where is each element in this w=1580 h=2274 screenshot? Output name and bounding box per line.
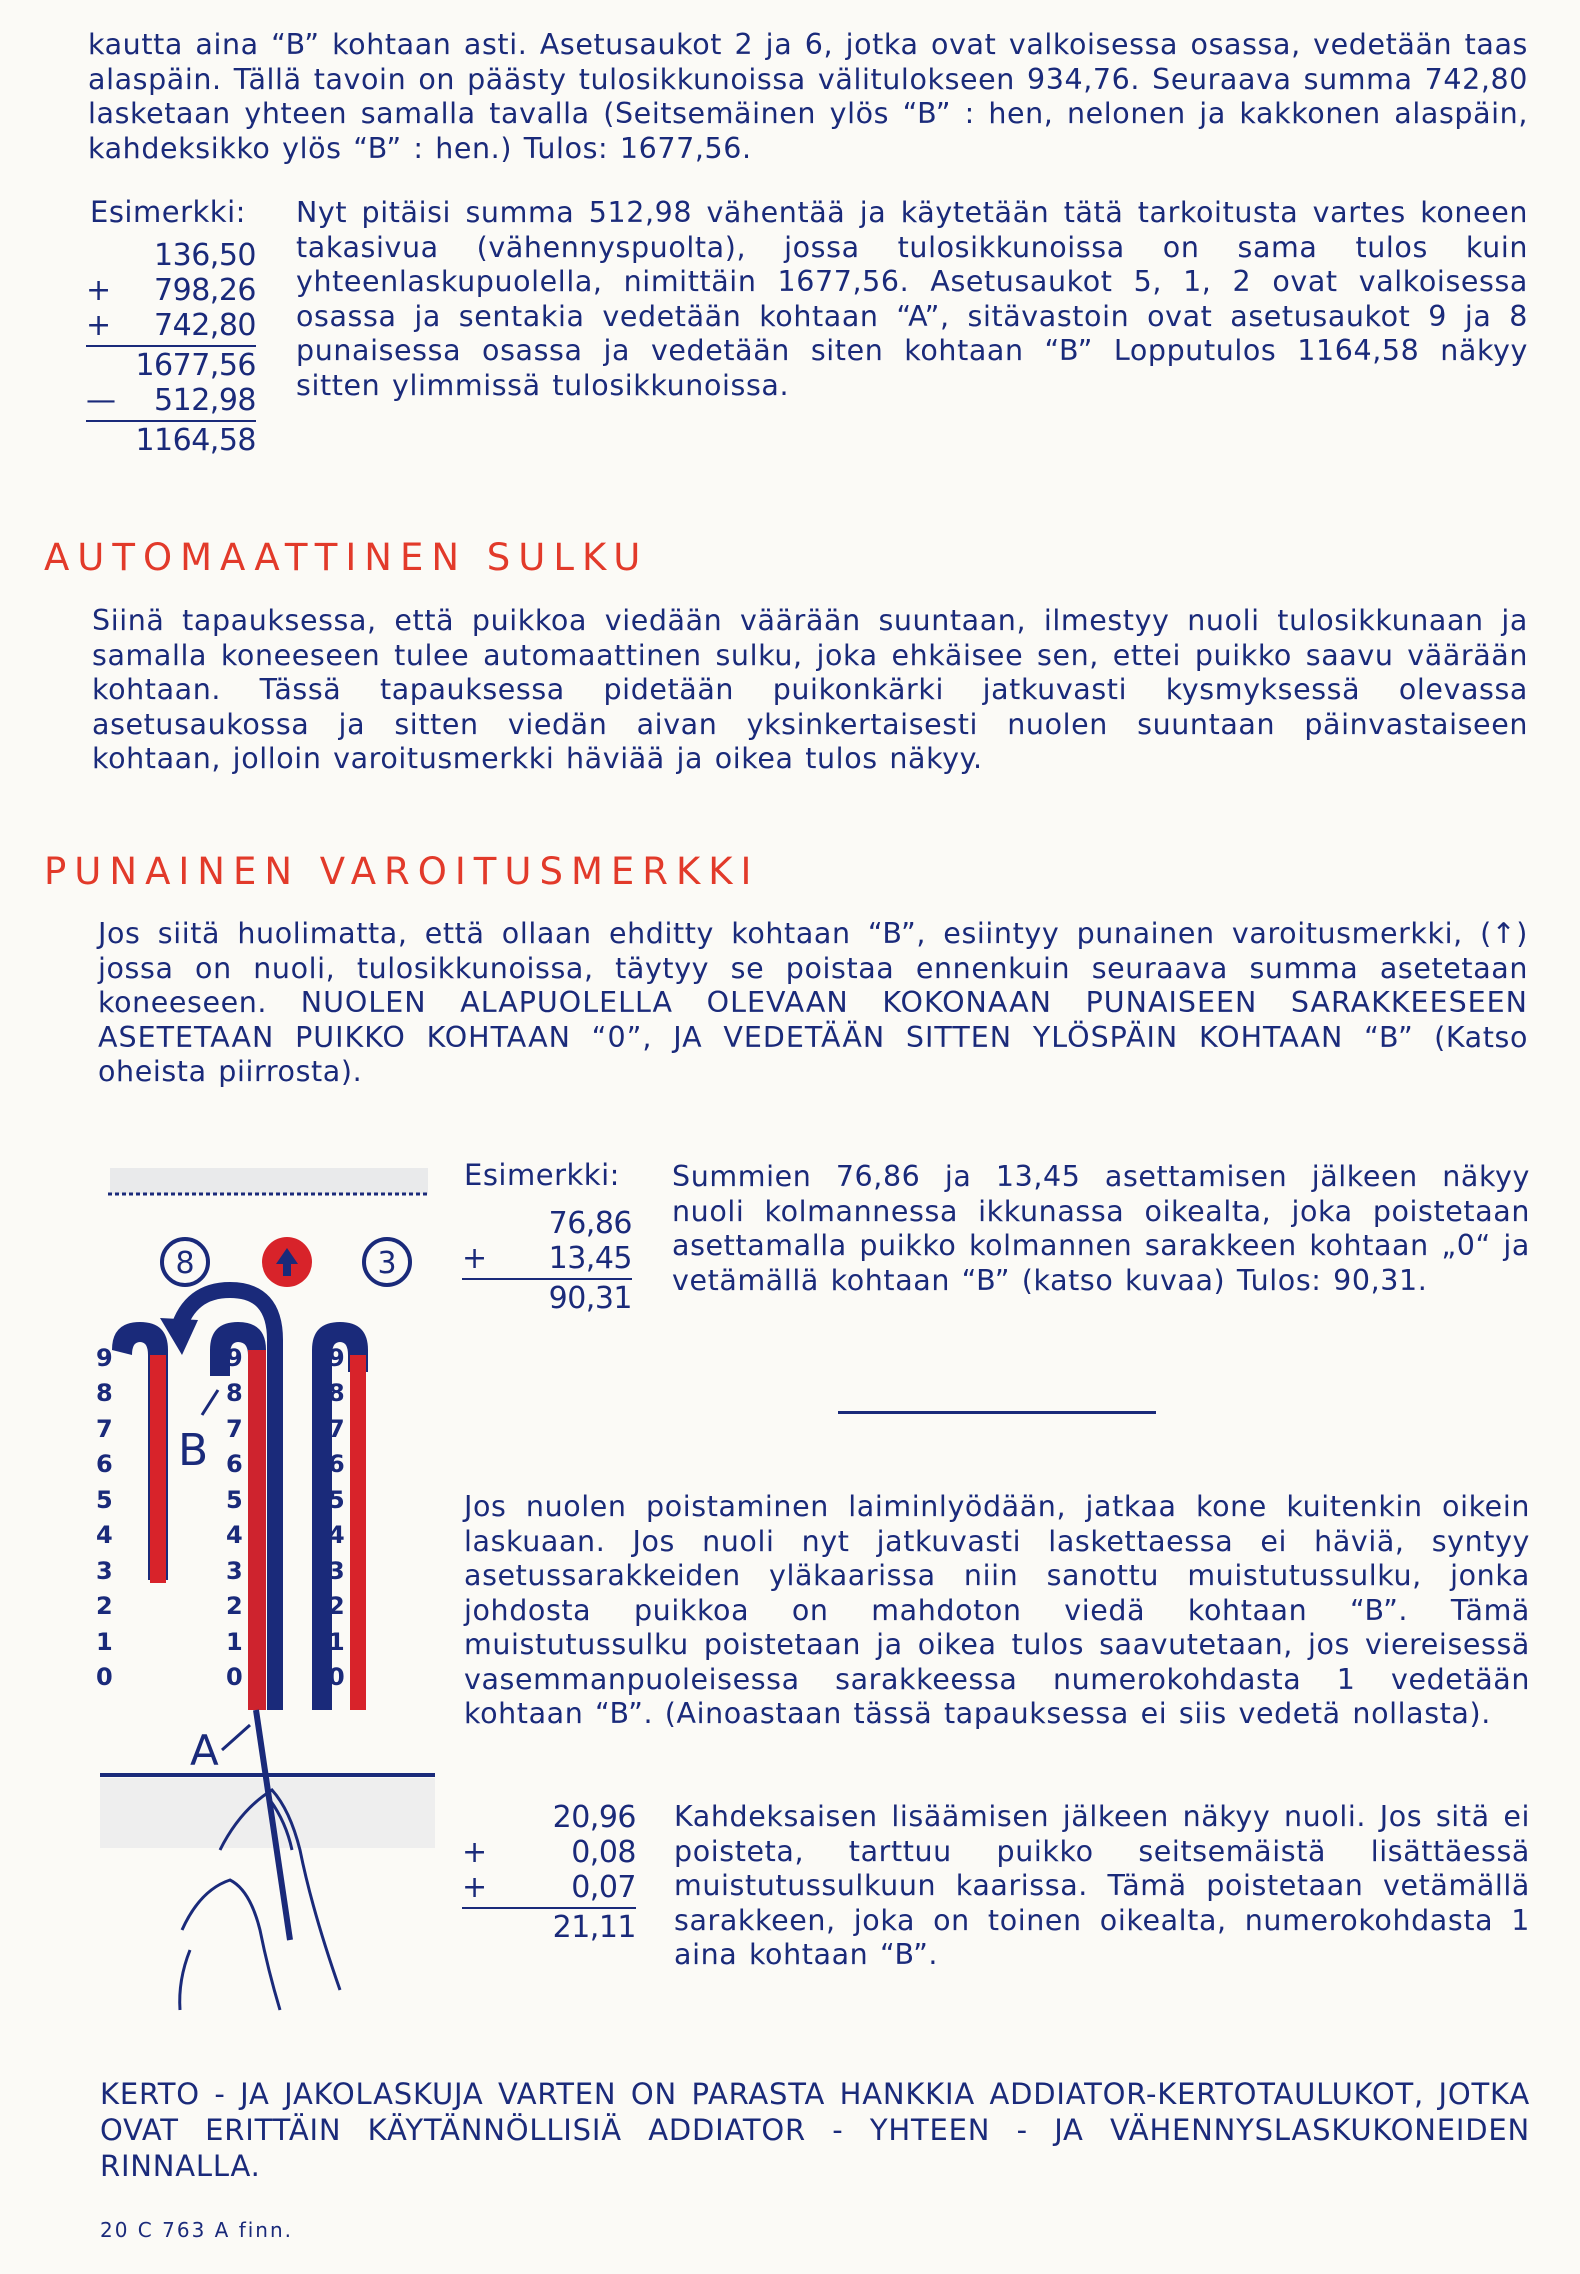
calc-row: 20,96 [552,1800,636,1835]
svg-text:A: A [190,1726,219,1775]
calc-result: 1164,58 [135,423,256,458]
svg-text:7: 7 [96,1415,113,1443]
svg-text:5: 5 [96,1486,113,1514]
section-heading-red-warning: PUNAINEN VAROITUSMERKKI [44,850,760,893]
svg-text:5: 5 [226,1486,243,1514]
example1-calculation [86,238,256,458]
svg-text:4: 4 [96,1521,113,1549]
example1-text: Nyt pitäisi summa 512,98 vähentää ja käytetään tätä tarkoitusta vartes koneen takasivua (vähennyspuolta), jossa tulosikkunoissa on sama tulos kuin yhteenlaskupuolella, nimittäin 1677,56. Asetusaukot 5, 1, 2 ovat valkoisessa osassa ja sentakia vedetään kohtaan “A”, sitävastoin ovat asetusaukot 9 ja 8 punaisessa osassa ja vedetään siten kohtaan “B” Lopputulos 1164,58 näkyy sitten ylimmissä tulosikkunoissa. [296,196,1528,402]
svg-text:0: 0 [96,1663,113,1691]
setting-slot-left [112,1322,168,1583]
example3-calculation [462,1800,636,1945]
calc-row: + 0,08 [462,1835,636,1870]
svg-text:9: 9 [328,1344,345,1372]
svg-text:9: 9 [96,1344,113,1372]
calc-result: 90,31 [548,1281,632,1316]
footer-reference: 20 C 763 A finn. [100,2218,294,2242]
svg-text:0: 0 [328,1663,345,1691]
svg-text:6: 6 [328,1450,345,1478]
addiator-illustration [90,1150,450,2020]
calc-row: + 742,80 [86,308,256,343]
example3-text: Kahdeksaisen lisäämisen jälkeen näkyy nuoli. Jos sitä ei poisteta, tarttuu puikko seitsemäistä lisättäessä muistutussulkuun kaarissa. Tämä poistetaan vetämällä sarakkeen, joka on toinen oikealta, numerokohdasta 1 aina kohtaan “B”. [674,1800,1530,1971]
svg-text:3: 3 [377,1246,397,1281]
section-heading-automatic-lock: AUTOMAATTINEN SULKU [44,536,649,579]
calc-row: + 13,45 [462,1241,632,1276]
svg-text:3: 3 [226,1557,243,1585]
calc-result: 21,11 [552,1910,636,1945]
svg-text:7: 7 [226,1415,243,1443]
svg-text:7: 7 [328,1415,345,1443]
svg-text:1: 1 [328,1628,345,1656]
intro-paragraph: kautta aina “B” kohtaan asti. Asetusaukot 2 ja 6, jotka ovat valkoisessa osassa, vedetään taas alaspäin. Tällä tavoin on päästy tulosikkunoissa välitulokseen 934,76. Seuraava summa 742,80 lasketaan yhteen samalla tavalla (Seitsemäinen ylös “B” : hen, nelonen ja kakkonen alaspäin, kahdeksikko ylös “B” : hen.) Tulos: 1677,56. [88,28,1528,165]
svg-text:0: 0 [226,1663,243,1691]
footer-caps-paragraph: KERTO - JA JAKOLASKUJA VARTEN ON PARASTA HANKKIA ADDIATOR-KERTOTAULUKOT, JOTKA OVAT ERITTÄIN KÄYTÄNNÖLLISIÄ ADDIATOR - YHTEEN - JA VÄHENNYSLASKUKONEIDEN RINNALLA. [100,2077,1530,2183]
svg-text:2: 2 [226,1592,243,1620]
svg-text:B: B [178,1425,209,1476]
svg-text:8: 8 [175,1246,195,1281]
svg-text:8: 8 [226,1379,243,1407]
example2-text: Summien 76,86 ja 13,45 asettamisen jälkeen näkyy nuoli kolmannessa ikkunassa oikealta, joka poistetaan asettamalla puikko kolmannen sarakkeen kohtaan „0“ ja vetämällä kohtaan “B” (katso kuvaa) Tulos: 90,31. [672,1160,1530,1297]
calc-row: 76,86 [548,1206,632,1241]
digit-scale [96,1344,113,1691]
svg-text:6: 6 [226,1450,243,1478]
svg-text:4: 4 [226,1521,243,1549]
svg-text:3: 3 [328,1557,345,1585]
example2-calculation [462,1206,632,1316]
svg-text:6: 6 [96,1450,113,1478]
memory-lock-paragraph: Jos nuolen poistaminen laiminlyödään, jatkaa kone kuitenkin oikein laskuaan. Jos nuoli nyt jatkuvasti laskettaessa ei häviä, syntyy asetussarakkeiden yläkaarissa niin sanottu muistutussulku, jonka johdosta puikkoa on mahdoton viedä kohtaan “B”. Tämä muistutussulku poistetaan ja oikea tulos saavutetaan, jos viereisessä vasemmanpuoleisessa sarakkeessa numerokohdasta 1 vedetään kohtaan “B”. (Ainoastaan tässä tapauksessa ei siis vedetä nollasta). [464,1490,1530,1730]
svg-text:8: 8 [328,1379,345,1407]
example1-label: Esimerkki: [90,195,246,229]
svg-text:5: 5 [328,1486,345,1514]
svg-text:2: 2 [328,1592,345,1620]
svg-text:9: 9 [226,1344,243,1372]
separator-rule [838,1411,1156,1414]
calc-subtotal: 1677,56 [135,348,256,383]
calc-row: + 798,26 [86,273,256,308]
svg-text:2: 2 [96,1592,113,1620]
calc-row: — 512,98 [86,383,256,418]
speckle-top [108,1168,430,1194]
svg-text:1: 1 [96,1628,113,1656]
section2-paragraph: Jos siitä huolimatta, että ollaan ehditty kohtaan “B”, esiintyy punainen varoitusmerkki, (↑) jossa on nuoli, tulosikkunoissa, täytyy se poistaa ennenkuin seuraava summa asetetaan koneeseen. NUOLEN ALAPUOLELLA OLEVAAN KOKONAAN PUNAISEEN SARAKKEESEEN ASETETAAN PUIKKO KOHTAAN “0”, JA VEDETÄÄN SITTEN YLÖSPÄIN KOHTAAN “B” (Katso oheista piirrosta). [98,917,1529,1088]
svg-text:8: 8 [96,1379,113,1407]
calc-row: + 0,07 [462,1870,636,1905]
calc-row: 136,50 [154,238,256,273]
svg-text:3: 3 [96,1557,113,1585]
example2-label: Esimerkki: [464,1158,620,1192]
svg-text:1: 1 [226,1628,243,1656]
svg-text:4: 4 [328,1521,345,1549]
section1-paragraph: Siinä tapauksessa, että puikkoa viedään väärään suuntaan, ilmestyy nuoli tulosikkunaan ja samalla koneeseen tulee automaattinen sulku, joka ehkäisee sen, ettei puikko saavu väärään kohtaan. Tässä tapauksessa pidetään puikonkärki jatkuvasti kysmyksessä olevassa asetusaukossa ja sitten viedän aivan yksinkertaisesti nuolen suuntaan päinvastaiseen kohtaan, jolloin varoitusmerkki häviää ja oikea tulos näkyy. [92,604,1528,775]
